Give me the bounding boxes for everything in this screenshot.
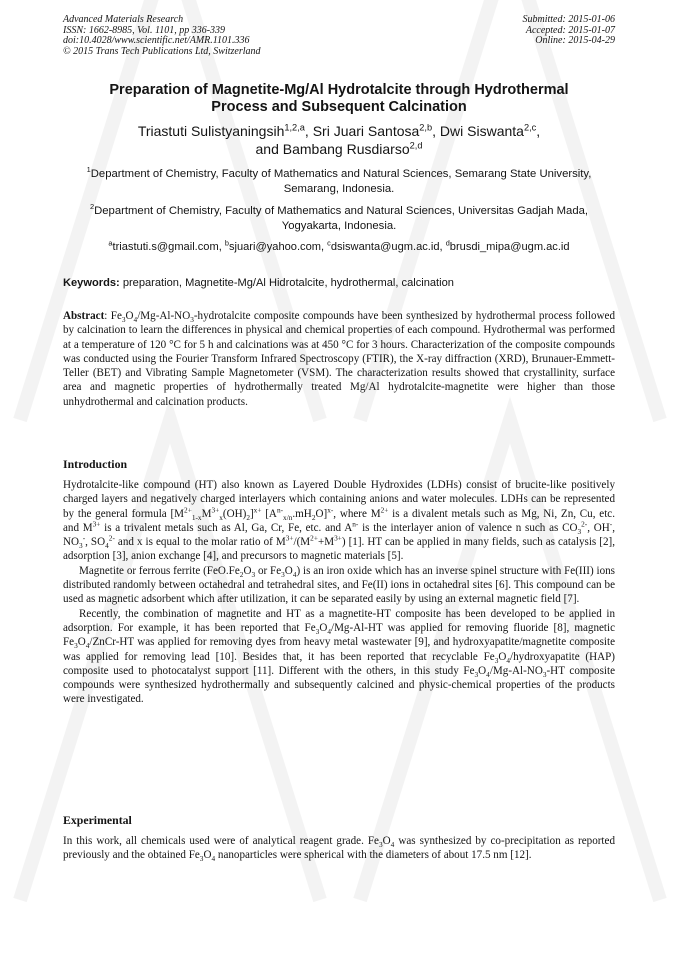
section-heading-experimental: Experimental [63,813,132,827]
affiliation-2: $^2$Department of Chemistry, Faculty of Mathematics and Natural Sciences, Universitas Gadjah Mada, Yogyakarta, Indonesia. [89,202,589,232]
intro-paragraph-2: Magnetite or ferrous ferrite ($FeO.Fe_2O_3$ or $Fe_3O_4$) is an iron oxide which has an inverse spinel structure with Fe(III) ions distributed randomly between octahedral and tetrahedral sites, and Fe(II) ions in octahedral sites [6]. This compound can be used as magnetic adsorbent which after utilization, it can be separated easily by using an external magnetic field [7]. [63,564,616,606]
experimental-paragraph-1: In this work, all chemicals used were of analytical reagent grade. $Fe_3O_4$ was synthesized by co-precipitation as reported previously and the obtained $Fe_3O_4$ nanoparticles were spherical with the diameters of about 17.5 nm [12]. [63,835,615,864]
keywords-text: preparation, Magnetite-Mg/Al Hidrotalcite, hydrothermal, calcination [122,277,454,289]
email-link[interactable]: dsiswanta@ugm.ac.id [330,241,440,253]
section-heading-introduction: Introduction [63,457,128,471]
intro-paragraph-1: Hydrotalcite-like compound (HT) also known as Layered Double Hydroxides (LDHs) consist of brucite-like positively charged layers and negatively charged interlayers which containing anions and water molecules. LDHs can be represented by the general formula $[M^{2+}_{1-x}M^{3+}_x(OH)_2]^{x+}$ $[A^{n-}_{x/n}.mH_2O]^{x-}$, where $M^{2+}$ is a divalent metals such as Mg, Ni, Zn, Cu, etc. and $M^{3+}$ is a trivalent metals such as Al, Ga, Cr, Fe, etc. and $A^{n-}$ is the interlayer anion of valence n such as $CO_3^{2-}$, OH-, $NO_3^-$, $SO_4^{2-}$ and x is equal to the molar ratio of $M^{3+}/(M^{2+}+M^{3+})$ [1]. HT can be applied in many fields, such as catalysis [2], adsorption [3], anion exchange [4], and precursors to magnetic materials [5]. [63,479,615,563]
experimental-body [63,834,615,863]
abstract-paragraph: Abstract: $Fe_3O_4/Mg-Al-NO_3$-hydrotalcite composite compounds have been synthesized by hydrothermal process followed by calcination to learn the differences in physical and chemical properties of each compound. Hydrothermal was performed at a temperature of 120 °C for 5 h and calcinations was at 450 °C for 3 hours. Characterization of the composite compounds was conducted using the Fourier Transform Infrared Spectroscopy (FTIR), the X-ray diffraction (XRD), Brunauer-Emmett-Teller (BET) and Vibrating Sample Magnetometer (VSM). The characterization results showed that crystallinity, surface area and magnetic properties of hydrothermally treated Mg/Al hydrotalcite-magnetite were higher than those unhydrothermal and calcination products. [63,310,616,408]
keywords-label: Keywords: [63,277,120,289]
journal-info [63,15,261,57]
affiliation-1: $^1$Department of Chemistry, Faculty of Mathematics and Natural Sciences, Semarang State University, Semarang, Indonesia. [86,165,592,195]
abstract-label: Abstract [63,310,105,322]
intro-paragraph-3: Recently, the combination of magnetite and HT as a magnetite-HT composite has been developed to be applied in adsorption. For example, it has been reported that $Fe_3O_4/Mg-Al-HT$ was applied for removing fluoride [8], magnetic $Fe_3O_4/ZnCr-HT$ was applied for removing dyes from heavy metal wastewater [9], and hydroxyapatite/magnetite composite was applied for removing lead [10]. Besides that, it has been reported that recyclable $Fe_3O_4$/hydroxyapatite (HAP) composite used to photocatalyst support [11]. Different with the others, in this study $Fe_3O_4/Mg-Al-NO_3-HT$ composite compounds were synthesized hydrothermally and subsequently calcined and physic-chemical properties of the products were investigated. [63,607,615,706]
submission-dates [523,15,616,47]
author-list: Triastuti Sulistyaningsih$^{1,2,a}$, Sri Juari Santosa$^{2,b}$, Dwi Siswanta$^{2,c}$, and Bambang Rusdiarso$^{2,d}$ [137,122,541,157]
journal-doi: doi:10.4028/www.scientific.net/AMR.1101.336 [63,35,250,47]
author-3: Dwi Siswanta$^{2,c}$ [439,122,537,139]
submitted-date: Submitted: 2015-01-06 [522,14,615,25]
journal-issn: ISSN: 1662-8985, Vol. 1101, pp 336-339 [63,24,226,36]
introduction-body [63,478,615,707]
accepted-date: Accepted: 2015-01-07 [525,24,615,36]
title-line-2: Process and Subsequent Calcination [211,99,467,115]
keywords [63,276,615,290]
author-4: Bambang Rusdiarso$^{2,d}$ [282,140,423,157]
title-line-1: Preparation of Magnetite-Mg/Al Hydrotalcite through Hydrothermal [109,82,569,98]
email-link[interactable]: triastuti.s@gmail.com [112,241,219,253]
email-link[interactable]: brusdi_mipa@ugm.ac.id [449,241,570,253]
author-2: Sri Juari Santosa$^{2,b}$ [312,122,433,139]
author-emails: $^a$triastuti.s@gmail.com, $^b$sjuari@yahoo.com, $^c$dsiswanta@ugm.ac.id, $^d$brusdi_mipa@ugm.ac.id [108,238,570,253]
journal-copyright: © 2015 Trans Tech Publications Ltd, Switzerland [63,45,261,57]
email-link[interactable]: sjuari@yahoo.com [228,241,321,253]
author-1: Triastuti Sulistyaningsih$^{1,2,a}$ [137,122,305,139]
journal-name: Advanced Materials Research [63,14,184,25]
paper-title [63,82,615,116]
abstract [63,309,615,409]
online-date: Online: 2015-04-29 [535,35,615,47]
